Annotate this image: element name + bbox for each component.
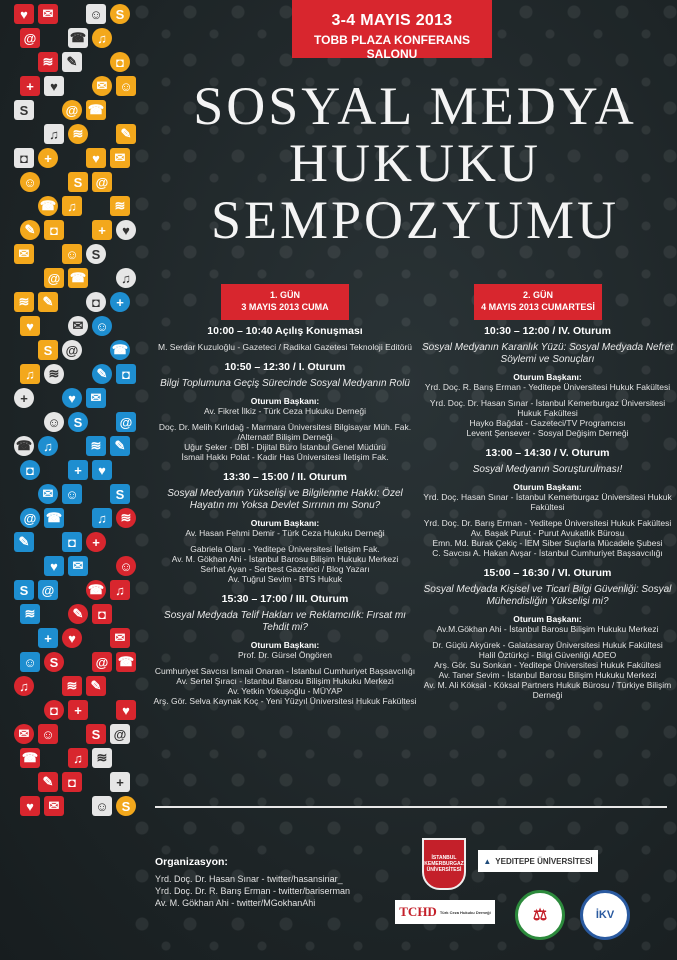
session-time: 13:30 – 15:00 / II. Oturum xyxy=(223,471,347,483)
sms-icon: S xyxy=(110,4,130,24)
yeditepe-logo-text: YEDITEPE ÜNİVERSİTESİ xyxy=(495,856,593,866)
heart-icon: ♥ xyxy=(92,460,112,480)
music-icon: ♫ xyxy=(44,124,64,144)
speaker: Emn. Md. Burak Çekiç - İEM Siber Suçlarla Mücadele Şubesi xyxy=(432,538,663,548)
user-icon: ☺ xyxy=(20,652,40,672)
user-icon: ☺ xyxy=(116,76,136,96)
organization-block xyxy=(155,856,350,909)
plus-icon: + xyxy=(20,76,40,96)
session-title: Sosyal Medyanın Soruşturulması! xyxy=(472,464,623,475)
speaker: Levent Şensever - Sosyal Değişim Derneği xyxy=(466,428,629,438)
title-line-3: SEMPOZYUMU xyxy=(210,190,620,250)
session xyxy=(150,472,420,584)
chair-label: Oturum Başkanı: xyxy=(250,640,320,650)
plus-icon: + xyxy=(38,628,58,648)
session-chair: Prof. Dr. Gürsel Öngören xyxy=(237,650,332,660)
day-1-program xyxy=(150,318,420,716)
session-time: 13:00 – 14:30 / V. Oturum xyxy=(485,447,610,459)
event-venue: TOBB PLAZA KONFERANS SALONU xyxy=(314,33,470,61)
tchd-logo-text: TCHD xyxy=(399,904,437,919)
camera-icon: ◘ xyxy=(62,532,82,552)
speaker: Hayko Bağdat - Gazeteci/TV Programcısı xyxy=(469,418,626,428)
user-icon: ☺ xyxy=(92,316,112,336)
phone-icon: ☎ xyxy=(86,100,106,120)
at-icon: @ xyxy=(92,172,112,192)
heart-icon: ♥ xyxy=(116,700,136,720)
user-icon: ☺ xyxy=(38,724,58,744)
camera-icon: ◘ xyxy=(20,460,40,480)
sms-icon: S xyxy=(68,412,88,432)
wifi-icon: ≋ xyxy=(110,196,130,216)
speaker: C. Savcısı A. Hakan Avşar - İstanbul Cumhuriyet Başsavcılığı xyxy=(432,548,663,558)
music-icon: ♫ xyxy=(92,508,112,528)
chair-label: Oturum Başkanı: xyxy=(513,614,582,624)
wifi-icon: ≋ xyxy=(86,436,106,456)
day-1-label: 1. GÜN xyxy=(269,290,300,300)
at-icon: @ xyxy=(116,412,136,432)
day-2-program xyxy=(420,318,675,710)
plus-icon: + xyxy=(68,700,88,720)
plus-icon: + xyxy=(86,532,106,552)
wifi-icon: ≋ xyxy=(116,508,136,528)
mail-icon: ✉ xyxy=(92,76,112,96)
chat-icon: ✎ xyxy=(14,532,34,552)
speaker: Yrd. Doç. Dr. Barış Erman - Yeditepe Üniversitesi Hukuk Fakültesi xyxy=(423,518,672,528)
speaker: Halil Öztürkçi - Bilgi Güvenliği ADEO xyxy=(478,650,617,660)
speaker: Arş. Gör. Su Sonkan - Yeditepe Üniversitesi Hukuk Fakültesi xyxy=(434,660,661,670)
chat-icon: ✎ xyxy=(92,364,112,384)
session xyxy=(150,362,420,462)
session-chair: Av. Fikret İlkiz - Türk Ceza Hukuku Derneği xyxy=(203,406,367,416)
wifi-icon: ≋ xyxy=(20,604,40,624)
chat-icon: ✎ xyxy=(62,52,82,72)
heart-icon: ♥ xyxy=(20,796,40,816)
speaker: Arş. Gör. Selva Kaynak Koç - Yeni Yüzyıl Üniversitesi Hukuk Fakültesi xyxy=(153,696,417,706)
speaker: Av. Başak Purut - Purut Avukatlık Bürosu xyxy=(470,528,625,538)
camera-icon: ◘ xyxy=(92,604,112,624)
date-banner xyxy=(292,0,492,61)
phone-icon: ☎ xyxy=(68,28,88,48)
mail-icon: ✉ xyxy=(38,484,58,504)
law-seal-logo: ⚖ xyxy=(515,890,565,940)
chat-icon: ✎ xyxy=(38,772,58,792)
session xyxy=(420,568,675,700)
chair-label: Oturum Başkanı: xyxy=(513,482,582,492)
speaker: Av. M. Gökhan Ahi - İstanbul Barosu Bilişim Hukuku Merkezi xyxy=(171,554,399,564)
divider xyxy=(155,806,667,808)
tchd-logo-subtext: Türk Ceza Hukuku Derneği xyxy=(439,909,491,915)
at-icon: @ xyxy=(62,100,82,120)
at-icon: @ xyxy=(20,508,40,528)
music-icon: ♫ xyxy=(62,196,82,216)
speaker: Uğur Şeker - DBİ - Dijital Büro İstanbul Genel Müdürü xyxy=(184,442,386,452)
speaker: Av. Taner Sevim - İstanbul Barosu Bilişim Hukuku Merkezi xyxy=(438,670,657,680)
plus-icon: + xyxy=(14,388,34,408)
wifi-icon: ≋ xyxy=(44,364,64,384)
session-title: Sosyal Medyanın Yükselişi ve Bilgilenme Hakkı: Özel Hayatın mı Yoksa Devlet Sırrının mı Sonu? xyxy=(167,488,403,511)
music-icon: ♫ xyxy=(20,364,40,384)
day-2-header xyxy=(474,284,602,320)
speaker: Av. Yetkin Yokuşoğlu - MÜYAP xyxy=(227,686,343,696)
session-chair: Av.M.Gökhan Ahi - İstanbul Barosu Bilişim Hukuku Merkezi xyxy=(436,624,659,634)
mail-icon: ✉ xyxy=(110,148,130,168)
music-icon: ♫ xyxy=(68,748,88,768)
camera-icon: ◘ xyxy=(62,772,82,792)
istanbul-logo-text: İSTANBUL KEMERBURGAZ ÜNİVERSİTESİ xyxy=(424,855,464,873)
tchd-logo xyxy=(395,900,495,924)
sms-icon: S xyxy=(86,244,106,264)
at-icon: @ xyxy=(38,580,58,600)
chat-icon: ✎ xyxy=(38,292,58,312)
sms-icon: S xyxy=(44,652,64,672)
at-icon: @ xyxy=(92,652,112,672)
speaker: Yrd. Doç. Dr. Hasan Sınar - İstanbul Kemerburgaz Üniversitesi Hukuk Fakültesi xyxy=(429,398,666,418)
heart-icon: ♥ xyxy=(62,628,82,648)
event-dates: 3-4 MAYIS 2013 xyxy=(331,12,453,29)
user-icon: ☺ xyxy=(62,244,82,264)
music-icon: ♫ xyxy=(38,436,58,456)
mail-icon: ✉ xyxy=(38,4,58,24)
music-icon: ♫ xyxy=(110,580,130,600)
social-icon-strip xyxy=(14,0,142,825)
session-time: 10:30 – 12:00 / IV. Oturum xyxy=(484,325,611,337)
mail-icon: ✉ xyxy=(68,316,88,336)
camera-icon: ◘ xyxy=(14,148,34,168)
session-title: Sosyal Medyanın Karanlık Yüzü: Sosyal Medyada Nefret Söylemi ve Sonuçları xyxy=(421,342,674,365)
speaker: Dr. Güçlü Akyürek - Galatasaray Üniversitesi Hukuk Fakültesi xyxy=(432,640,663,650)
session-chair: Yrd. Doç. R. Barış Erman - Yeditepe Üniversitesi Hukuk Fakültesi xyxy=(424,382,671,392)
plus-icon: + xyxy=(68,460,88,480)
speaker: Cumhuriyet Savcısı İsmail Onaran - İstanbul Cumhuriyet Başsavcılığı xyxy=(154,666,416,676)
organizer-line: Yrd. Doç. Dr. R. Barış Erman - twitter/bariserman xyxy=(155,886,351,896)
at-icon: @ xyxy=(44,268,64,288)
chat-icon: ✎ xyxy=(20,220,40,240)
session-chair: Av. Hasan Fehmi Demir - Türk Ceza Hukuku Derneği xyxy=(185,528,385,538)
wifi-icon: ≋ xyxy=(38,52,58,72)
plus-icon: + xyxy=(110,292,130,312)
phone-icon: ☎ xyxy=(14,436,34,456)
yeditepe-logo xyxy=(478,850,598,872)
heart-icon: ♥ xyxy=(116,220,136,240)
title-line-1: SOSYAL MEDYA xyxy=(193,76,637,136)
session xyxy=(150,594,420,706)
session-title: Sosyal Medyada Kişisel ve Ticari Bilgi Güvenliği: Sosyal Mühendisliğin Yükselişi mi? xyxy=(423,584,672,607)
yeditepe-triangle-icon: ▲ xyxy=(483,856,492,866)
speaker: Doç. Dr. Melih Kırlıdağ - Marmara Üniversitesi Bilgisayar Müh. Fak. /Alternatif Bilişim Derneği xyxy=(158,422,412,442)
mail-icon: ✉ xyxy=(110,628,130,648)
sms-icon: S xyxy=(38,340,58,360)
session-time: 15:30 – 17:00 / III. Oturum xyxy=(221,593,349,605)
mail-icon: ✉ xyxy=(86,388,106,408)
phone-icon: ☎ xyxy=(110,340,130,360)
music-icon: ♫ xyxy=(14,676,34,696)
session xyxy=(150,326,420,352)
day-2-label: 2. GÜN xyxy=(522,290,553,300)
chat-icon: ✎ xyxy=(86,676,106,696)
heart-icon: ♥ xyxy=(44,556,64,576)
organizer-line: Av. M. Gökhan Ahi - twitter/MGokhanAhi xyxy=(155,898,316,908)
chat-icon: ✎ xyxy=(116,124,136,144)
phone-icon: ☎ xyxy=(86,580,106,600)
day-2-date: 4 MAYIS 2013 CUMARTESİ xyxy=(481,302,595,312)
plus-icon: + xyxy=(92,220,112,240)
session-title: Bilgi Toplumuna Geçiş Sürecinde Sosyal Medyanın Rolü xyxy=(160,378,410,389)
at-icon: @ xyxy=(62,340,82,360)
user-icon: ☺ xyxy=(116,556,136,576)
title-line-2: HUKUKU xyxy=(289,133,541,193)
at-icon: @ xyxy=(20,28,40,48)
heart-icon: ♥ xyxy=(14,4,34,24)
mail-icon: ✉ xyxy=(14,244,34,264)
mail-icon: ✉ xyxy=(44,796,64,816)
ikv-logo xyxy=(580,890,630,940)
music-icon: ♫ xyxy=(92,28,112,48)
camera-icon: ◘ xyxy=(44,700,64,720)
wifi-icon: ≋ xyxy=(62,676,82,696)
wifi-icon: ≋ xyxy=(92,748,112,768)
wifi-icon: ≋ xyxy=(68,124,88,144)
user-icon: ☺ xyxy=(92,796,112,816)
at-icon: @ xyxy=(110,724,130,744)
user-icon: ☺ xyxy=(20,172,40,192)
camera-icon: ◘ xyxy=(110,52,130,72)
heart-icon: ♥ xyxy=(44,76,64,96)
session xyxy=(420,448,675,558)
organization-heading: Organizasyon: xyxy=(155,856,228,868)
sms-icon: S xyxy=(110,484,130,504)
heart-icon: ♥ xyxy=(62,388,82,408)
session xyxy=(420,326,675,438)
speaker: M. Serdar Kuzuloğlu - Gazeteci / Radikal Gazetesi Teknoloji Editörü xyxy=(157,342,413,352)
chat-icon: ✎ xyxy=(68,604,88,624)
page-title xyxy=(160,78,670,249)
heart-icon: ♥ xyxy=(86,148,106,168)
sms-icon: S xyxy=(68,172,88,192)
camera-icon: ◘ xyxy=(116,364,136,384)
user-icon: ☺ xyxy=(62,484,82,504)
ikv-logo-text: İKV xyxy=(595,909,615,921)
sms-icon: S xyxy=(116,796,136,816)
chair-label: Oturum Başkanı: xyxy=(250,518,320,528)
heart-icon: ♥ xyxy=(20,316,40,336)
phone-icon: ☎ xyxy=(44,508,64,528)
phone-icon: ☎ xyxy=(38,196,58,216)
plus-icon: + xyxy=(110,772,130,792)
day-1-header xyxy=(221,284,349,320)
speaker: Av. M. Ali Köksal - Köksal Partners Hukuk Bürosu / Türkiye Bilişim Derneği xyxy=(423,680,672,700)
user-icon: ☺ xyxy=(86,4,106,24)
session-time: 10:00 – 10:40 Açılış Konuşması xyxy=(207,325,363,337)
day-1-date: 3 MAYIS 2013 CUMA xyxy=(241,302,329,312)
wifi-icon: ≋ xyxy=(14,292,34,312)
phone-icon: ☎ xyxy=(116,652,136,672)
session-title: Sosyal Medyada Telif Hakları ve Reklamcılık: Fırsat mı Tehdit mi? xyxy=(164,610,406,633)
chair-label: Oturum Başkanı: xyxy=(250,396,320,406)
user-icon: ☺ xyxy=(44,412,64,432)
istanbul-kemerburgaz-logo xyxy=(422,838,466,890)
speaker: Av. Sertel Şıracı - İstanbul Barosu Bilişim Hukuku Merkezi xyxy=(176,676,394,686)
organizer-line: Yrd. Doç. Dr. Hasan Sınar - twitter/hasansinar_ xyxy=(155,874,343,884)
session-chair: Yrd. Doç. Hasan Sınar - İstanbul Kemerburgaz Üniversitesi Hukuk Fakültesi xyxy=(423,492,672,512)
sms-icon: S xyxy=(86,724,106,744)
music-icon: ♫ xyxy=(116,268,136,288)
phone-icon: ☎ xyxy=(68,268,88,288)
speaker: Av. Tuğrul Sevim - BTS Hukuk xyxy=(228,574,342,584)
mail-icon: ✉ xyxy=(14,724,34,744)
speaker: Serhat Ayan - Serbest Gazeteci / Blog Yazarı xyxy=(200,564,370,574)
sms-icon: S xyxy=(14,100,34,120)
session-time: 15:00 – 16:30 / VI. Oturum xyxy=(483,567,612,579)
sms-icon: S xyxy=(14,580,34,600)
camera-icon: ◘ xyxy=(86,292,106,312)
plus-icon: + xyxy=(38,148,58,168)
speaker: Gabriela Olaru - Yeditepe Üniversitesi İletişim Fak. xyxy=(190,544,380,554)
phone-icon: ☎ xyxy=(20,748,40,768)
chat-icon: ✎ xyxy=(110,436,130,456)
camera-icon: ◘ xyxy=(44,220,64,240)
speaker: İsmail Hakkı Polat - Kadir Has Üniversitesi İletişim Fak. xyxy=(181,452,389,462)
mail-icon: ✉ xyxy=(68,556,88,576)
session-time: 10:50 – 12:30 / I. Oturum xyxy=(224,361,346,373)
chair-label: Oturum Başkanı: xyxy=(513,372,582,382)
